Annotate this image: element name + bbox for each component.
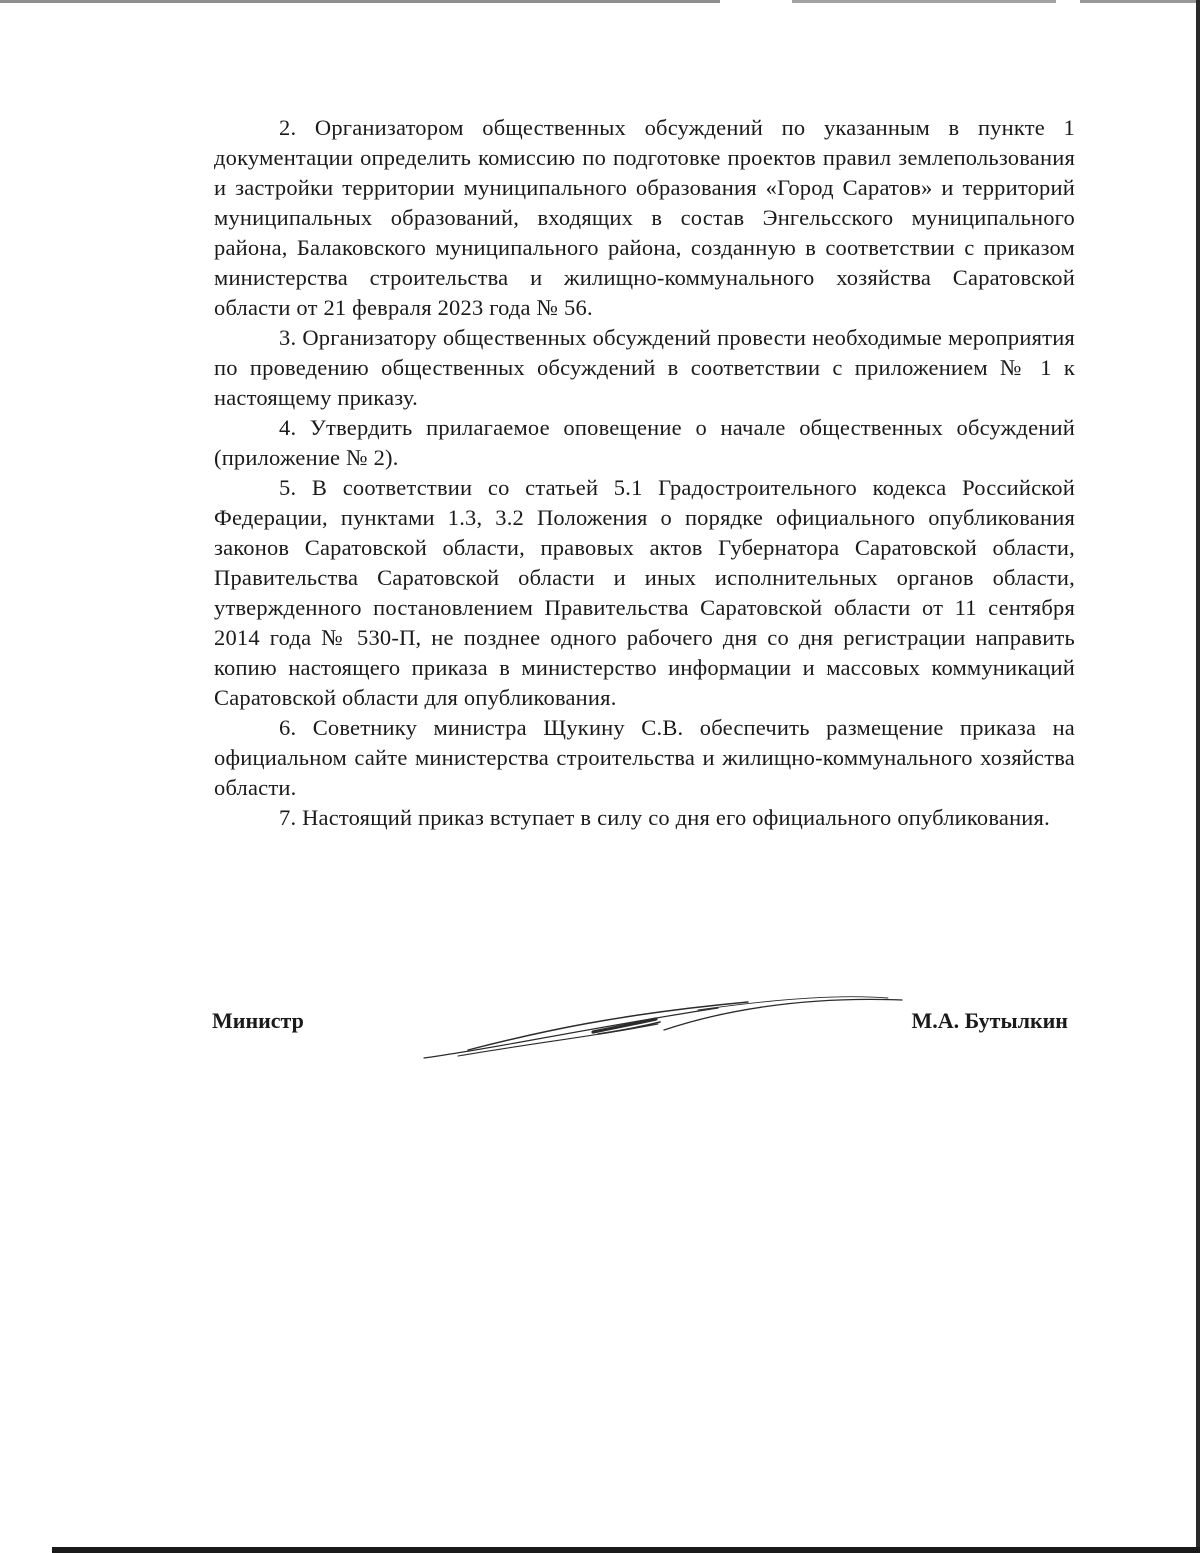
paragraph-3: 3. Организатору общественных обсуждений провести необходимые мероприятия по проведению общественных обсуждений в соответствии с приложением № 1 к настоящему приказу. [214, 325, 1075, 410]
paragraph-6: 6. Советнику министра Щукину С.В. обеспечить размещение приказа на официальном сайте министерства строительства и жилищно-коммунального хозяйства области. [214, 715, 1075, 800]
document-body [214, 113, 1075, 833]
scan-edge-right [1196, 0, 1200, 1553]
signer-name: М.А. Бутылкин [911, 1008, 1068, 1033]
scan-edge-bottom [52, 1547, 1200, 1553]
paragraph-2: 2. Организатором общественных обсуждений по указанным в пункте 1 документации определить комиссию по подготовке проектов правил землепользования и застройки территории муниципального образования «Город Саратов» и территорий муниципальных образований, входящих в состав Энгельсского муниципального района, Балаковского муниципального района, созданную в соответствии с приказом министерства строительства и жилищно-коммунального хозяйства Саратовской области от 21 февраля 2023 года № 56. [214, 115, 1075, 320]
signer-role: Министр [212, 1008, 304, 1033]
scan-edge-top [0, 0, 1200, 3]
paragraph-5: 5. В соответствии со статьей 5.1 Градостроительного кодекса Российской Федерации, пунктами 1.3, 3.2 Положения о порядке официального опубликования законов Саратовской области, правовых актов Губернатора Саратовской области, Правительства Саратовской области и иных исполнительных органов области, утвержденного постановлением Правительства Саратовской области от 11 сентября 2014 года № 530-П, не позднее одного рабочего дня со дня регистрации направить копию настоящего приказа в министерство информации и массовых коммуникаций Саратовской области для опубликования. [214, 475, 1075, 710]
paragraph-4: 4. Утвердить прилагаемое оповещение о начале общественных обсуждений (приложение № 2). [214, 415, 1075, 470]
handwritten-signature [418, 988, 908, 1064]
paragraph-7: 7. Настоящий приказ вступает в силу со дня его официального опубликования. [279, 805, 1050, 830]
